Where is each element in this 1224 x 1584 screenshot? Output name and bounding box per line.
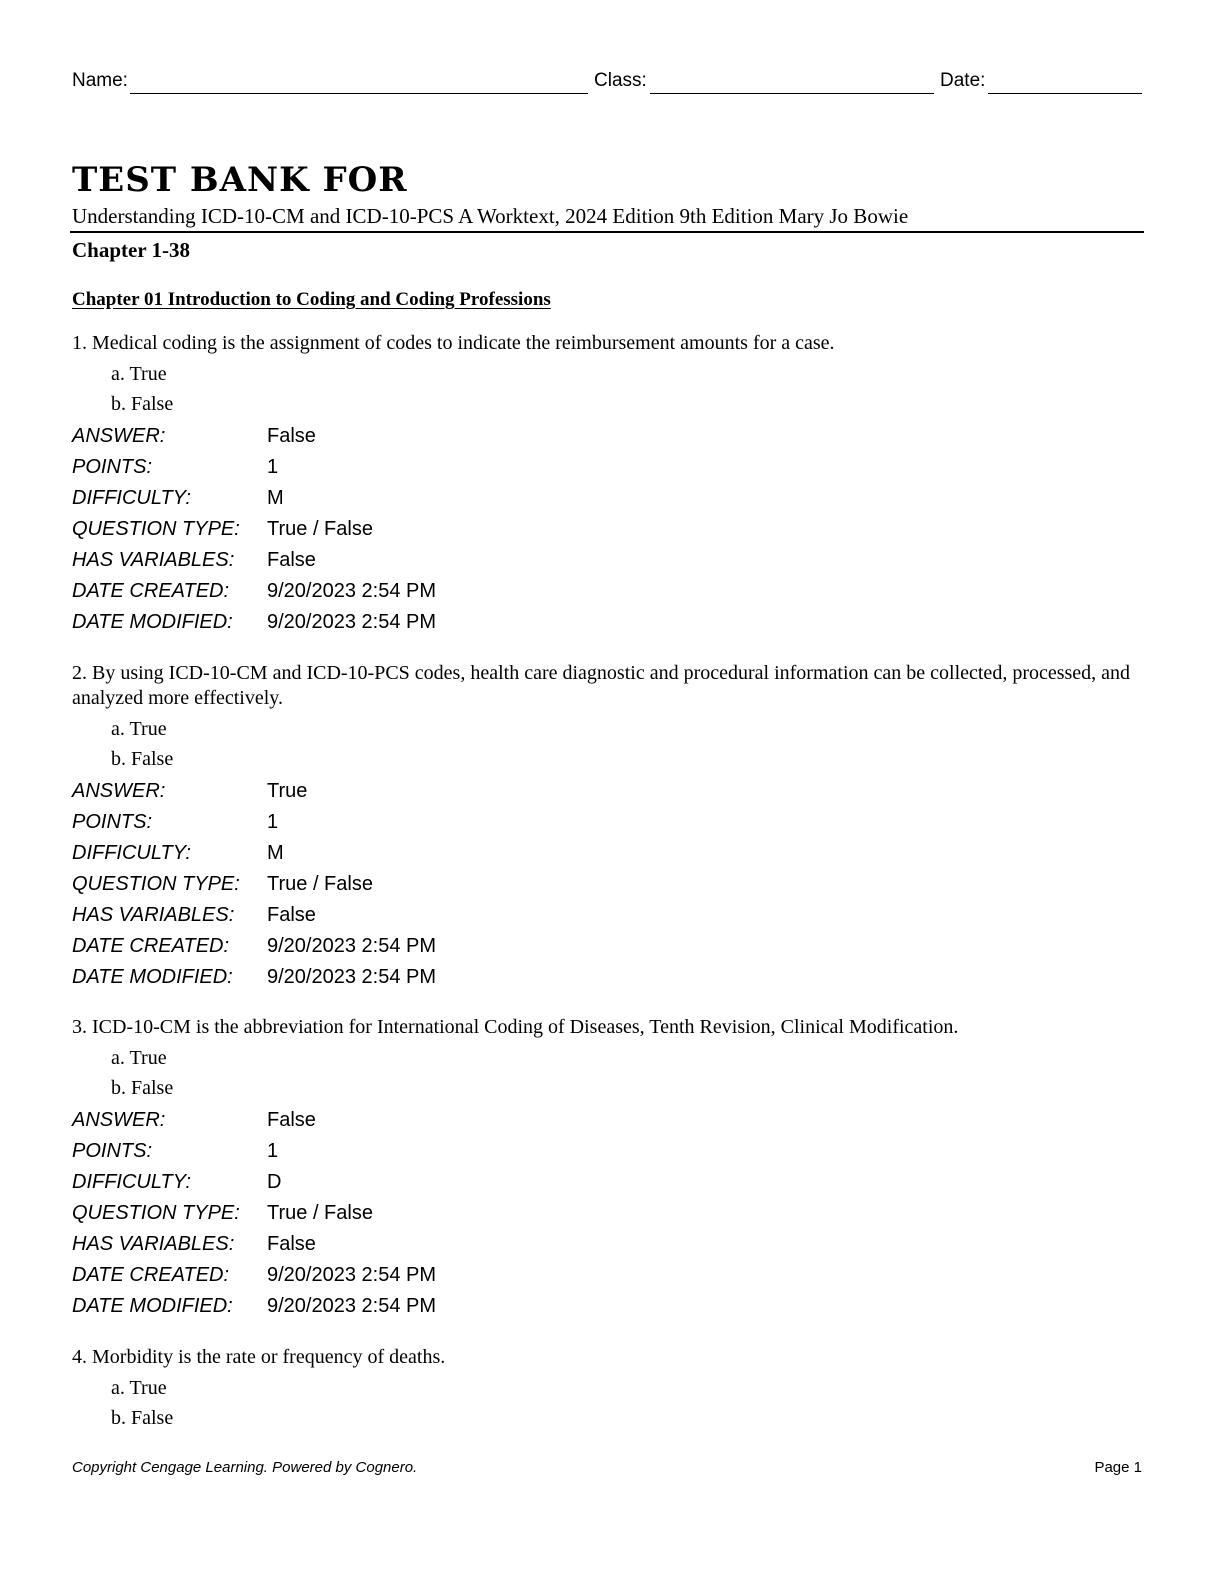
subtitle-divider bbox=[70, 231, 1144, 233]
has-variables-label: HAS VARIABLES: bbox=[72, 549, 235, 571]
question-type-value: True / False bbox=[267, 1202, 373, 1224]
date-label: Date: bbox=[940, 70, 986, 91]
option-true: a. True bbox=[111, 718, 167, 740]
question-type-value: True / False bbox=[267, 873, 373, 895]
question-metadata bbox=[72, 776, 1132, 993]
chapter-heading: Chapter 01 Introduction to Coding and Coding Professions bbox=[72, 289, 551, 310]
difficulty-label: DIFFICULTY: bbox=[72, 487, 191, 509]
date-created-label: DATE CREATED: bbox=[72, 580, 230, 602]
question-text: 4. Morbidity is the rate or frequency of deaths. bbox=[72, 1346, 446, 1368]
difficulty-label: DIFFICULTY: bbox=[72, 1171, 191, 1193]
answer-options bbox=[111, 714, 1132, 774]
question-type-label: QUESTION TYPE: bbox=[72, 518, 240, 540]
option-true: a. True bbox=[111, 363, 167, 385]
difficulty-value: D bbox=[267, 1171, 282, 1193]
option-false: b. False bbox=[111, 1077, 174, 1099]
document-title: TEST BANK FOR bbox=[72, 160, 408, 200]
date-field-line[interactable] bbox=[988, 93, 1142, 94]
points-value: 1 bbox=[267, 811, 279, 833]
has-variables-value: False bbox=[267, 904, 316, 926]
date-modified-value: 9/20/2023 2:54 PM bbox=[267, 611, 437, 633]
answer-label: ANSWER: bbox=[72, 1109, 166, 1131]
chapter-range: Chapter 1-38 bbox=[72, 238, 191, 262]
points-label: POINTS: bbox=[72, 1140, 153, 1162]
answer-value: True bbox=[267, 780, 308, 802]
date-modified-label: DATE MODIFIED: bbox=[72, 611, 233, 633]
date-created-label: DATE CREATED: bbox=[72, 935, 230, 957]
answer-value: False bbox=[267, 1109, 316, 1131]
date-modified-label: DATE MODIFIED: bbox=[72, 1295, 233, 1317]
question-1 bbox=[72, 331, 1132, 638]
date-created-label: DATE CREATED: bbox=[72, 1264, 230, 1286]
has-variables-label: HAS VARIABLES: bbox=[72, 1233, 235, 1255]
option-false: b. False bbox=[111, 1407, 174, 1429]
option-false: b. False bbox=[111, 393, 174, 415]
points-value: 1 bbox=[267, 1140, 279, 1162]
question-text: 3. ICD-10-CM is the abbreviation for International Coding of Diseases, Tenth Revision, Clinical Modification. bbox=[72, 1016, 959, 1038]
question-text: 2. By using ICD-10-CM and ICD-10-PCS codes, health care diagnostic and procedural information can be collected, processed, and analyzed more effectively. bbox=[72, 662, 1131, 709]
question-metadata bbox=[72, 1105, 1132, 1322]
option-false: b. False bbox=[111, 748, 174, 770]
date-modified-value: 9/20/2023 2:54 PM bbox=[267, 1295, 437, 1317]
question-type-label: QUESTION TYPE: bbox=[72, 1202, 240, 1224]
has-variables-label: HAS VARIABLES: bbox=[72, 904, 235, 926]
question-4 bbox=[72, 1345, 1132, 1433]
name-label: Name: bbox=[72, 70, 128, 91]
answer-value: False bbox=[267, 425, 316, 447]
class-label: Class: bbox=[594, 70, 647, 91]
question-type-label: QUESTION TYPE: bbox=[72, 873, 240, 895]
student-info-header bbox=[72, 70, 1142, 96]
points-label: POINTS: bbox=[72, 456, 153, 478]
answer-options bbox=[111, 1043, 1132, 1103]
date-created-value: 9/20/2023 2:54 PM bbox=[267, 935, 437, 957]
question-type-value: True / False bbox=[267, 518, 373, 540]
answer-options bbox=[111, 1373, 1132, 1433]
difficulty-value: M bbox=[267, 487, 284, 509]
points-value: 1 bbox=[267, 456, 279, 478]
class-field-line[interactable] bbox=[650, 93, 934, 94]
copyright-notice: Copyright Cengage Learning. Powered by Cognero. bbox=[72, 1459, 418, 1476]
has-variables-value: False bbox=[267, 1233, 316, 1255]
date-created-value: 9/20/2023 2:54 PM bbox=[267, 580, 437, 602]
option-true: a. True bbox=[111, 1047, 167, 1069]
has-variables-value: False bbox=[267, 549, 316, 571]
answer-label: ANSWER: bbox=[72, 780, 166, 802]
answer-options bbox=[111, 359, 1132, 419]
difficulty-value: M bbox=[267, 842, 284, 864]
question-3 bbox=[72, 1015, 1132, 1322]
date-modified-value: 9/20/2023 2:54 PM bbox=[267, 966, 437, 988]
difficulty-label: DIFFICULTY: bbox=[72, 842, 191, 864]
points-label: POINTS: bbox=[72, 811, 153, 833]
book-subtitle: Understanding ICD-10-CM and ICD-10-PCS A Worktext, 2024 Edition 9th Edition Mary Jo Bowie bbox=[72, 204, 909, 228]
answer-label: ANSWER: bbox=[72, 425, 166, 447]
question-text: 1. Medical coding is the assignment of codes to indicate the reimbursement amounts for a case. bbox=[72, 332, 835, 354]
date-modified-label: DATE MODIFIED: bbox=[72, 966, 233, 988]
date-created-value: 9/20/2023 2:54 PM bbox=[267, 1264, 437, 1286]
question-2 bbox=[72, 661, 1132, 993]
question-metadata bbox=[72, 421, 1132, 638]
page-number: Page 1 bbox=[1094, 1459, 1142, 1476]
option-true: a. True bbox=[111, 1377, 167, 1399]
name-field-line[interactable] bbox=[130, 93, 588, 94]
